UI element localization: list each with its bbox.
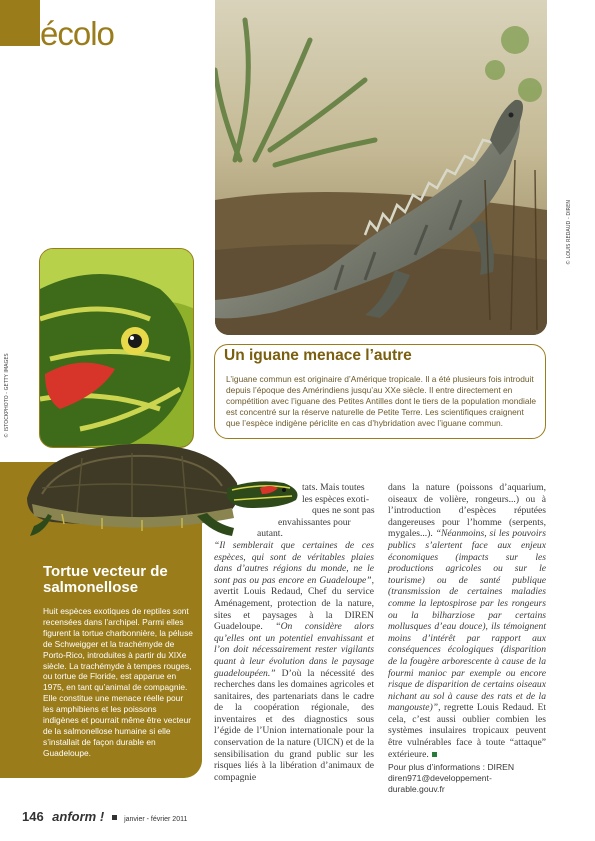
tortue-sidebar-title: Tortue vecteur de salmonellose	[43, 563, 168, 596]
article-text: dans la nature (poissons d’aquarium, oiseaux de volière, rongeurs...) ou à l’introduction d’espèces réputées dangereuses pour l’homme (serpents, mygales...).	[388, 482, 546, 540]
end-of-article-mark	[432, 752, 437, 757]
iguana-photo	[215, 0, 547, 335]
iguana-callout-title: Un iguane menace l’autre	[224, 347, 412, 364]
article-quote: “Néanmoins, si les pouvoirs publics s’alertent face aux enjeux économiques (impacts sur les productions agricoles ou sur le tourisme) ou de santé publique (transmission de certaines maladies comme la leptospirose par les rongeurs ou la bilharziose par certains mollusques d’eau douce), ils témoignent moins d’intérêt par rapport aux conséquences écologiques (disparition de la fougère arborescente à cause de la fourmi manioc par exemple ou encore risque de disparition de certains oiseaux nichant au sol à cause des rats et de la mangouste)”	[388, 528, 546, 714]
article-line: envahissantes pour	[278, 516, 351, 528]
turtle-photo-credit: © ISTOCKPHOTO - GETTY IMAGES	[4, 353, 10, 438]
article-text: D’où la nécessité des recherches dans les domaines agricoles et sanitaires, des partenariats dans le cadre de la coopération régionale, des inventaires et des diagnostics sous l’égide de l’Union internationale pour la conservation de la nature (UICN) et de la sensibilisation du grand public sur les risques liés à la libération d’animaux de compagnie	[214, 667, 374, 783]
section-color-bar	[0, 0, 40, 46]
article-text: , regrette Louis Redaud. Et cela, c’est aussi oublier combien les systèmes insulaires tropicaux peuvent être vulnérables face à toute “attaque” extérieure.	[388, 702, 546, 760]
article-column-1	[214, 482, 374, 783]
turtle-head-photo	[39, 248, 194, 448]
footer-separator	[112, 815, 117, 820]
article-text: autant.	[257, 528, 283, 540]
article-text: , avertit Louis Redaud, Chef du service Aménagement, protection de la nature, sites et paysages à la DIREN Guadeloupe.	[214, 574, 374, 633]
page-footer	[22, 808, 187, 826]
article-line: ques ne sont pas	[312, 505, 375, 517]
tortue-sidebar-text: Huit espèces exotiques de reptiles sont recensées dans l’archipel. Parmi elles figurent la tortue charbonnière, la péluse de Schweigger et la trachémyde de Porto-Rico, introduites à partir du XIXe siècle. La trachémyde à tempes rouges, ou tortue de Floride, est apparue en 1975, en tant qu’animal de compagnie. Elle constitue une menace réelle pour les amphibiens et les poissons indigènes et pourrait même être vecteur de la salmonellose humaine si elle s’installait de façon durable en Guadeloupe.	[43, 606, 193, 758]
page-number: 146	[22, 809, 44, 824]
article-quote: “On considère alors qu’elles ont un potentiel envahissant et l’on doit nécessairement rester vigilants quant à leur évolution dans le paysage guadeloupéen.”	[214, 621, 374, 679]
iguana-photo-credit: © LOUIS REDAUD - DIREN	[566, 199, 572, 265]
article-column-2	[388, 482, 546, 795]
iguana-callout-text: L’iguane commun est originaire d’Amérique tropicale. Il a été plusieurs fois introduit depuis l’époque des Amérindiens jusqu’au XXe siècle. Il entre directement en compétition avec l’iguane des Petites Antilles dont le tiers de la population mondiale est concentré sur la réserve naturelle de Petite Terre. Les scientifiques craignent que l’espèce indigène périclite en cas d’hybridation avec l’iguane commun.	[226, 374, 537, 428]
contact-email[interactable]: diren971@developpement-durable.gouv.fr	[388, 773, 492, 795]
issue-date: janvier - février 2011	[124, 816, 188, 823]
article-quote: “Il semblerait que certaines de ces espèces, qui sont de véritables plaies dans d’autres régions du monde, ne le sont pas ou pas encore en Guadeloupe”	[214, 539, 374, 586]
section-title: écolo	[40, 15, 114, 52]
article-line: tats. Mais toutes	[302, 482, 365, 493]
contact-label: Pour plus d’informations : DIREN	[388, 762, 515, 773]
magazine-name: anform !	[52, 809, 105, 824]
article-line: les espèces exoti-	[302, 493, 370, 505]
